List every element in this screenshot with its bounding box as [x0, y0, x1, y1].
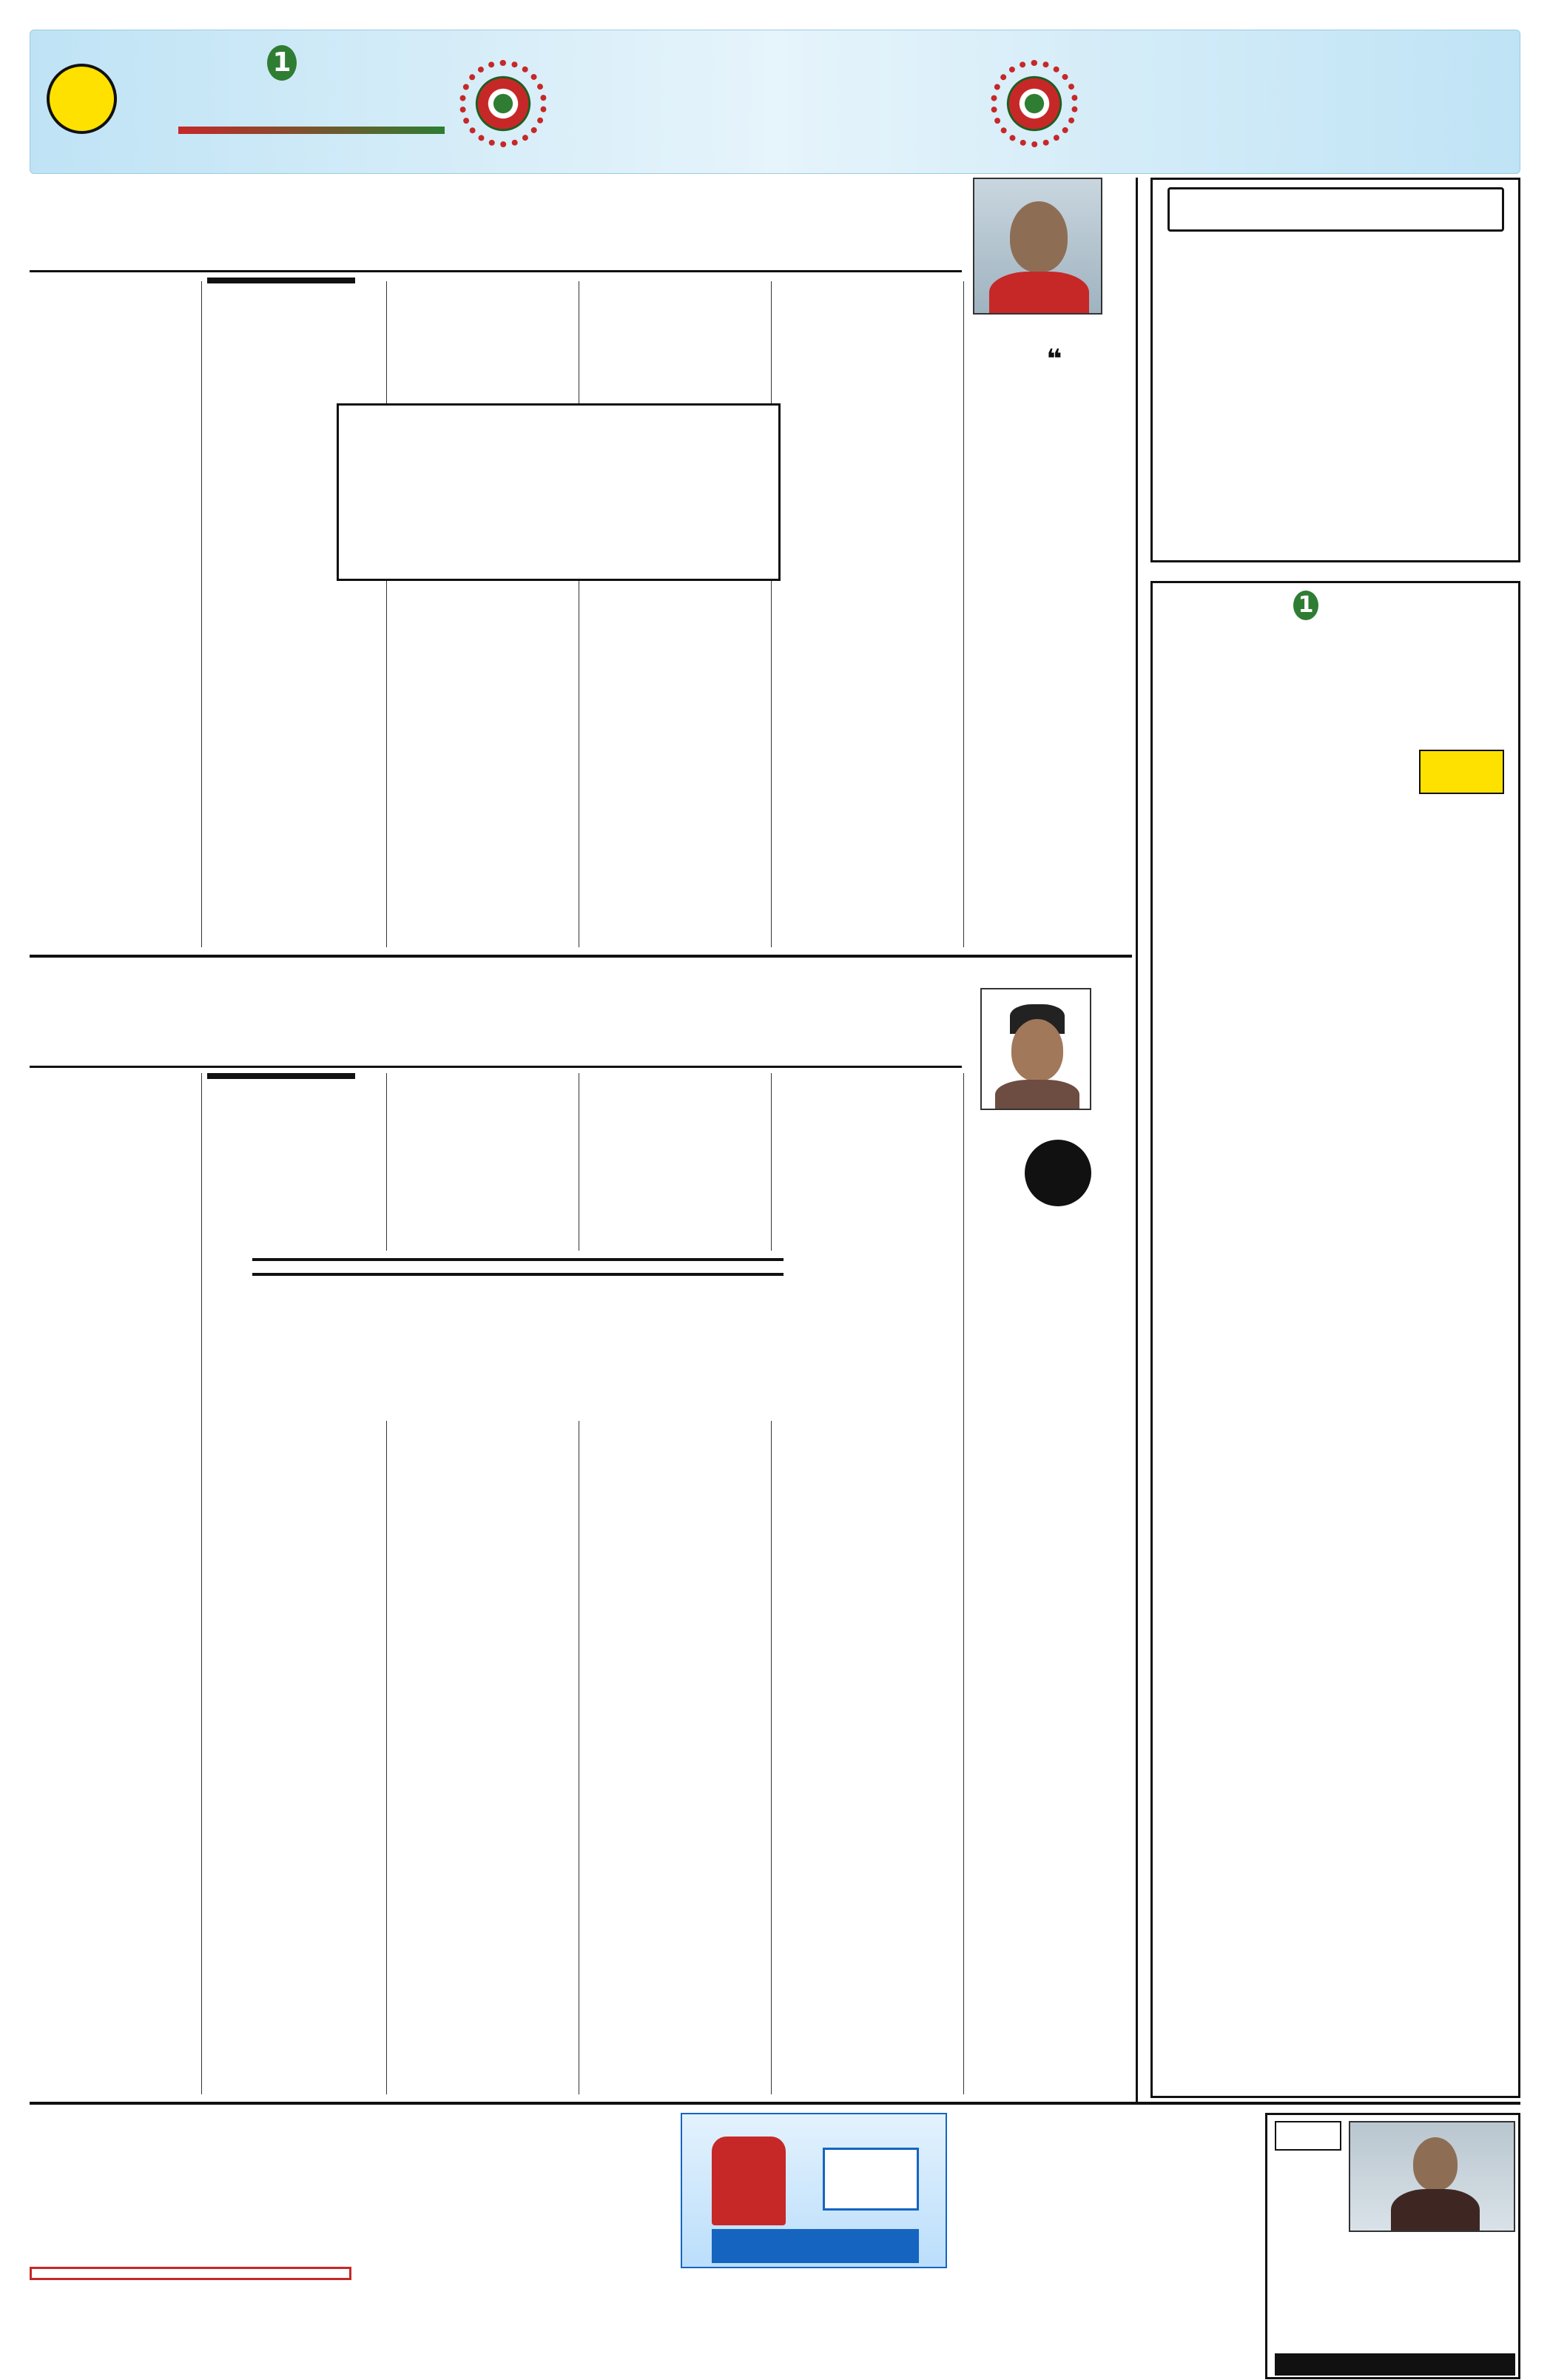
column-divider [771, 1073, 772, 2094]
editorial-text [1167, 750, 1504, 2052]
letter2-body [363, 2113, 655, 2313]
poet-photo [1349, 2121, 1515, 2232]
article1-column-4 [392, 281, 573, 947]
article2-column-2 [777, 1073, 958, 2094]
article1-column-1 [969, 385, 1106, 947]
article2-pullquote-box [240, 1251, 795, 1421]
envelope-icon [823, 2148, 919, 2211]
editorial-notice [30, 2267, 351, 2280]
quotes-title [1167, 187, 1504, 232]
letter3-body [30, 2113, 351, 2261]
letters-title [712, 2229, 919, 2263]
sun-emblem-right [991, 60, 1078, 147]
logo-underline [178, 127, 445, 134]
letter3 [30, 2113, 351, 2379]
letters-header [666, 2113, 958, 2379]
newspaper-logo [156, 45, 452, 134]
page-number-badge [47, 64, 117, 134]
article1-column-3 [584, 281, 766, 947]
article2-column-4 [392, 1073, 573, 2094]
article-separator [30, 955, 1132, 958]
article2-column-1 [969, 1214, 1106, 2087]
article1-column-2 [777, 281, 958, 947]
column-divider [963, 281, 964, 947]
article1-top-rule [30, 270, 962, 272]
article2-column-6 [30, 1073, 196, 2043]
column-divider [201, 1073, 202, 2094]
quotes-box [1150, 178, 1520, 562]
article2-top-rule [30, 1066, 962, 1068]
sidebar-divider [1136, 178, 1138, 2102]
article1-author-photo [973, 178, 1102, 315]
article2-section-label [207, 1073, 355, 1079]
masthead [30, 30, 1520, 174]
letterbox-icon [712, 2137, 786, 2225]
letter2 [363, 2113, 655, 2379]
column-divider [771, 281, 772, 947]
column-divider [386, 281, 387, 947]
letter2-text [681, 2309, 947, 2379]
editorial-box [1150, 581, 1520, 2098]
article1-section-label [207, 278, 355, 283]
column-divider [201, 281, 202, 947]
column-divider [963, 1073, 964, 2094]
poem-title [1275, 2121, 1341, 2151]
editorial-logo: 1 [1167, 591, 1504, 665]
article2-author-photo [980, 988, 1091, 1110]
column-divider [386, 1073, 387, 2094]
sun-emblem-left [459, 60, 547, 147]
article1-column-6 [30, 281, 196, 895]
quote-mark-icon: ❝ [1046, 344, 1062, 374]
article2-pullquote [252, 1258, 784, 1276]
article2-number-badge [1025, 1140, 1091, 1206]
poet-name [1275, 2353, 1515, 2376]
letter1-text [969, 2113, 1254, 2313]
logo-number-one: 1 [267, 45, 297, 81]
quote-text [1167, 280, 1504, 554]
article2-column-3 [584, 1073, 766, 2094]
letters-graphic [681, 2113, 947, 2268]
article1-topic-label [1006, 344, 1102, 374]
letters-top-rule [30, 2102, 1520, 2105]
poem-box [1265, 2113, 1520, 2379]
article1-pullquote-box [337, 403, 781, 581]
letter1 [969, 2113, 1254, 2379]
